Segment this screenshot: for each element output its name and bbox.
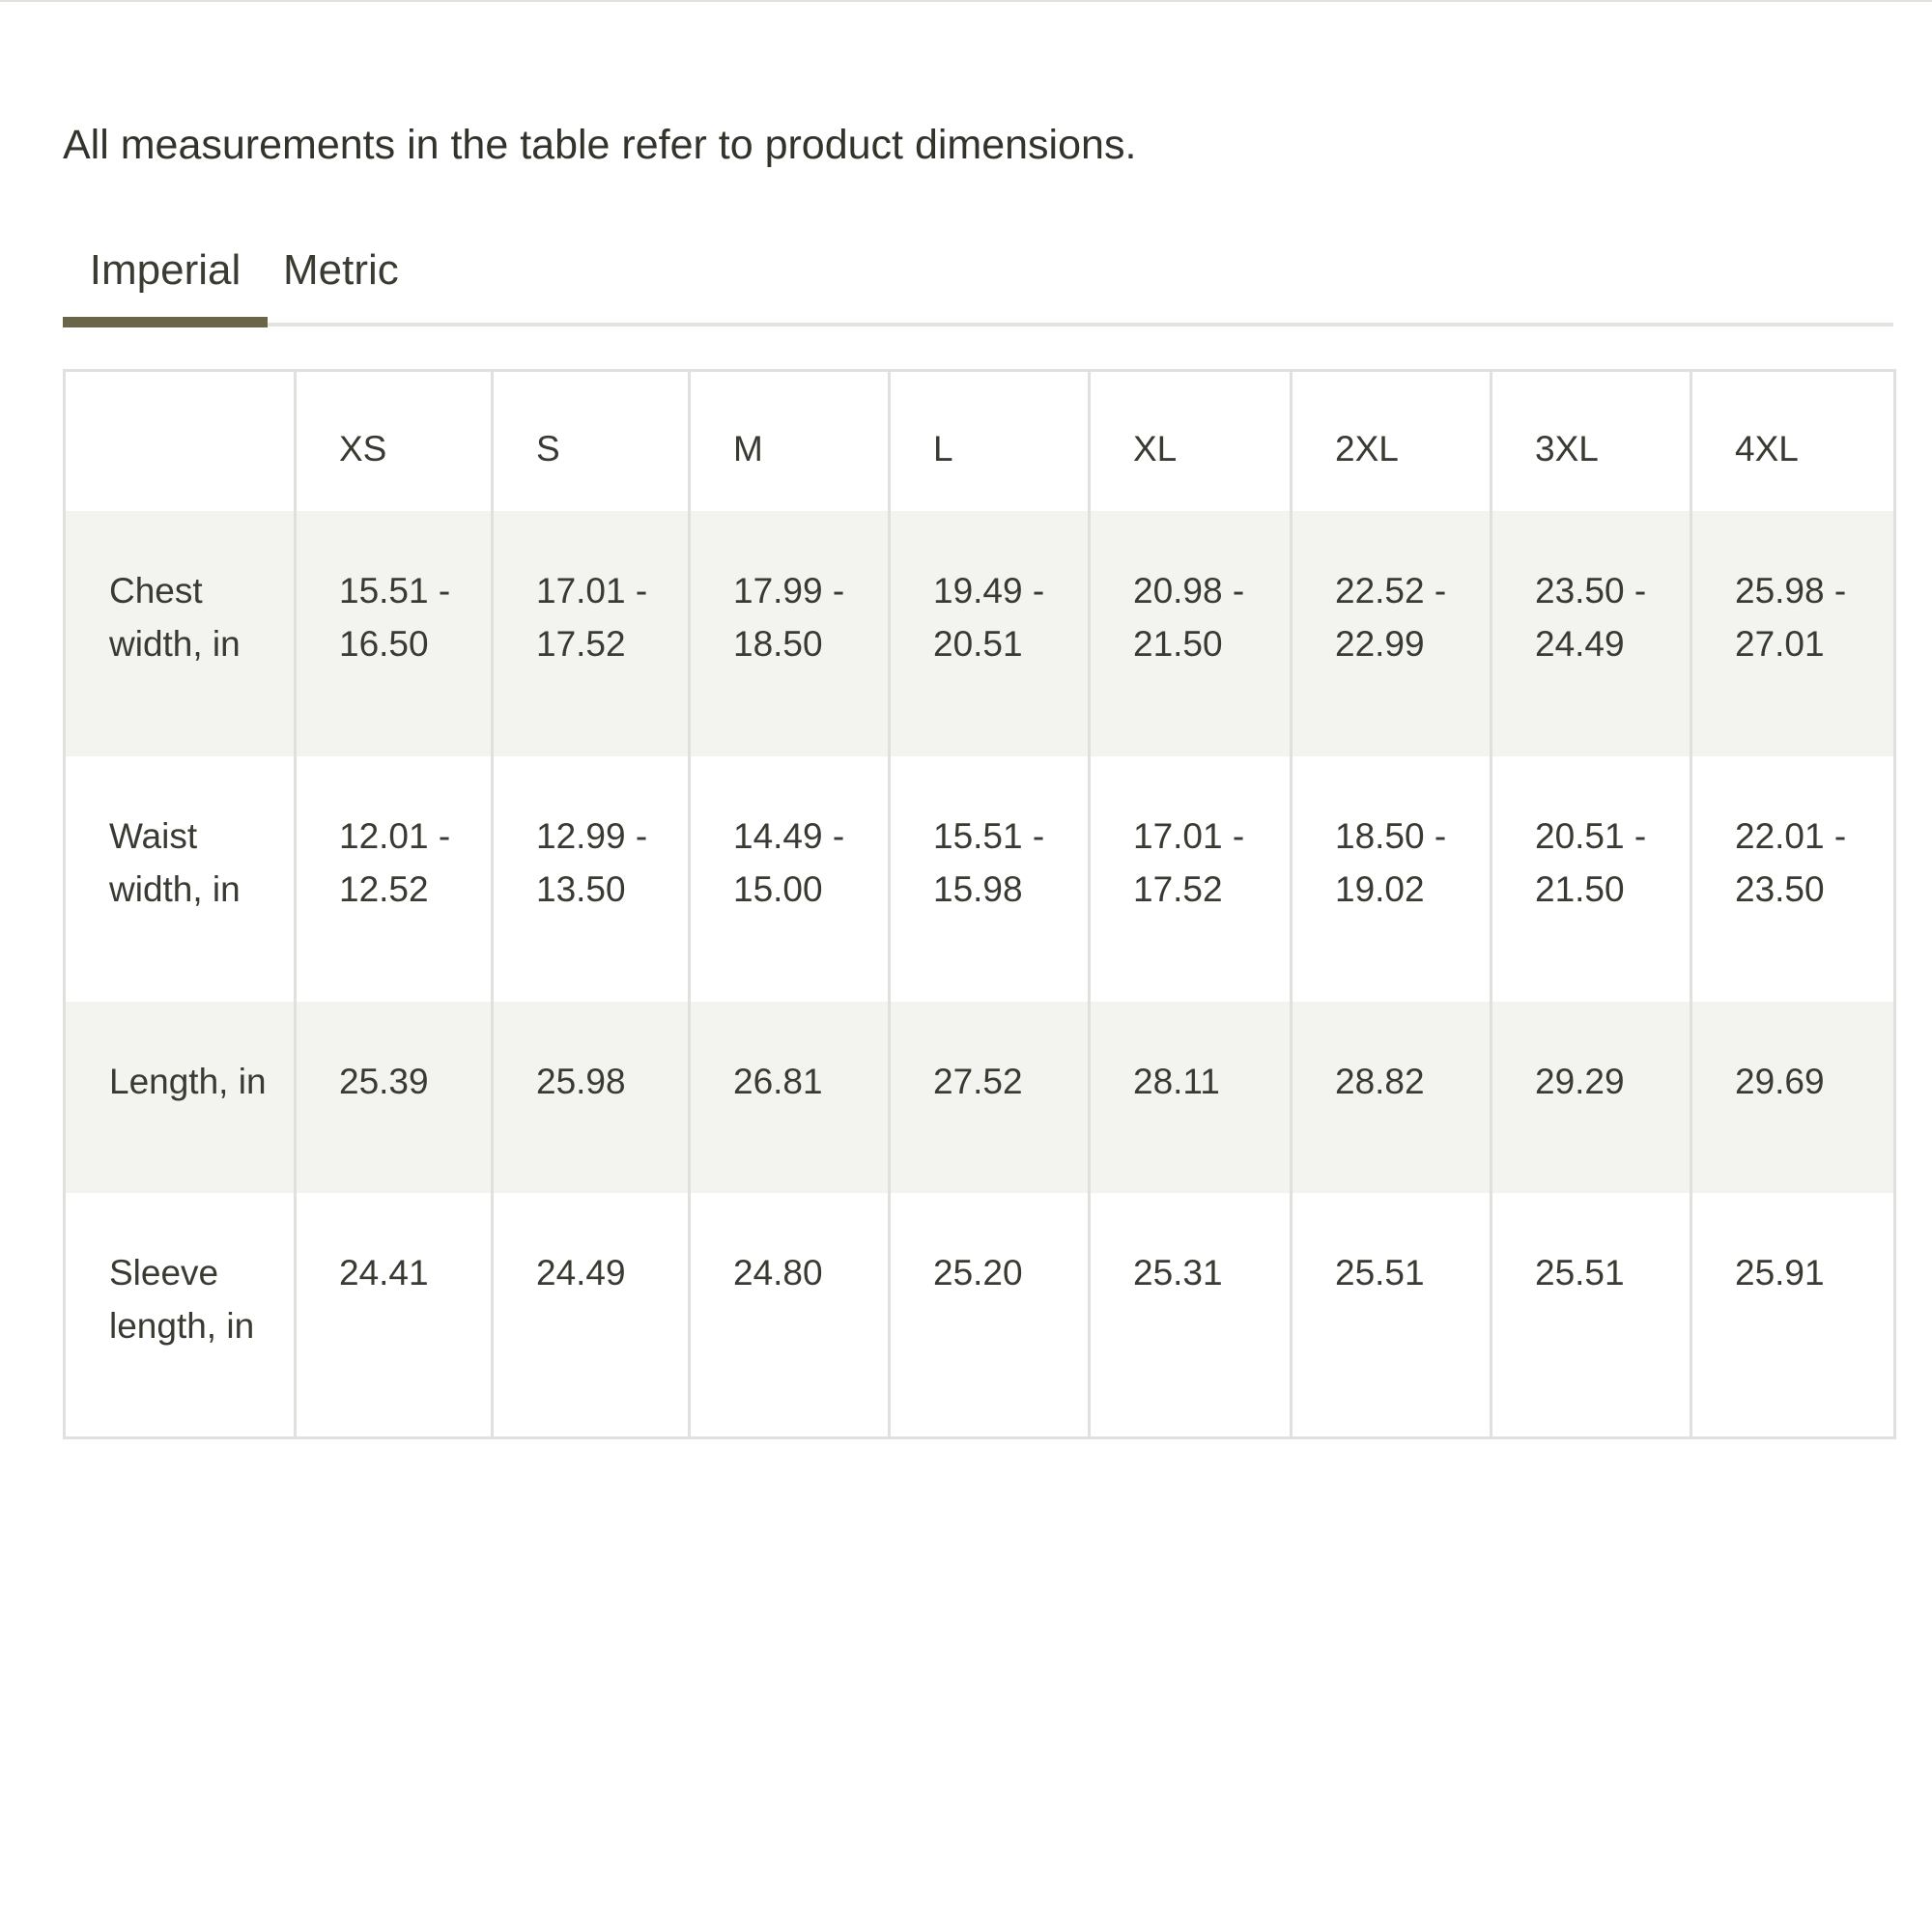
size-chart-table [63,369,1896,1439]
row-label: Sleeve length, in [65,1193,296,1438]
row-label: Chest width, in [65,511,296,756]
table-cell: 17.01 - 17.52 [493,511,690,756]
table-cell: 25.91 [1691,1193,1895,1438]
row-label: Waist width, in [65,756,296,1002]
header-cell-4xl: 4XL [1691,371,1895,511]
header-cell-xl: XL [1090,371,1292,511]
table-cell: 24.49 [493,1193,690,1438]
table-cell: 12.99 - 13.50 [493,756,690,1002]
table-cell: 24.41 [296,1193,493,1438]
table-cell: 15.51 - 16.50 [296,511,493,756]
table-cell: 25.20 [890,1193,1090,1438]
table-cell: 26.81 [690,1002,890,1193]
header-row [65,371,1895,511]
measurements-note: All measurements in the table refer to product dimensions. [63,122,1137,168]
table-row-sleeve-length [65,1193,1895,1438]
table-cell: 15.51 - 15.98 [890,756,1090,1002]
table-cell: 22.01 - 23.50 [1691,756,1895,1002]
table-cell: 25.39 [296,1002,493,1193]
top-divider [0,0,1932,2]
active-tab-indicator [63,317,268,327]
header-cell-empty [65,371,296,511]
row-label: Length, in [65,1002,296,1193]
table-cell: 12.01 - 12.52 [296,756,493,1002]
table-cell: 29.29 [1492,1002,1691,1193]
table-cell: 20.51 - 21.50 [1492,756,1691,1002]
table-cell: 25.98 [493,1002,690,1193]
unit-tabs [63,242,1893,328]
table-cell: 25.31 [1090,1193,1292,1438]
table-cell: 19.49 - 20.51 [890,511,1090,756]
table-cell: 25.98 - 27.01 [1691,511,1895,756]
table-cell: 23.50 - 24.49 [1492,511,1691,756]
table-cell: 25.51 [1492,1193,1691,1438]
table-cell: 28.82 [1292,1002,1492,1193]
table-cell: 27.52 [890,1002,1090,1193]
table-cell: 18.50 - 19.02 [1292,756,1492,1002]
table-cell: 22.52 - 22.99 [1292,511,1492,756]
header-cell-2xl: 2XL [1292,371,1492,511]
table-row-waist-width [65,756,1895,1002]
table-cell: 17.01 - 17.52 [1090,756,1292,1002]
header-cell-m: M [690,371,890,511]
header-cell-xs: XS [296,371,493,511]
table-row-chest-width [65,511,1895,756]
table-cell: 20.98 - 21.50 [1090,511,1292,756]
header-cell-l: L [890,371,1090,511]
table-cell: 25.51 [1292,1193,1492,1438]
table-cell: 17.99 - 18.50 [690,511,890,756]
table-cell: 29.69 [1691,1002,1895,1193]
tab-metric[interactable]: Metric [283,246,399,294]
table-cell: 24.80 [690,1193,890,1438]
header-cell-3xl: 3XL [1492,371,1691,511]
header-cell-s: S [493,371,690,511]
table-cell: 28.11 [1090,1002,1292,1193]
table-row-length [65,1002,1895,1193]
table-cell: 14.49 - 15.00 [690,756,890,1002]
tab-imperial[interactable]: Imperial [89,246,242,294]
